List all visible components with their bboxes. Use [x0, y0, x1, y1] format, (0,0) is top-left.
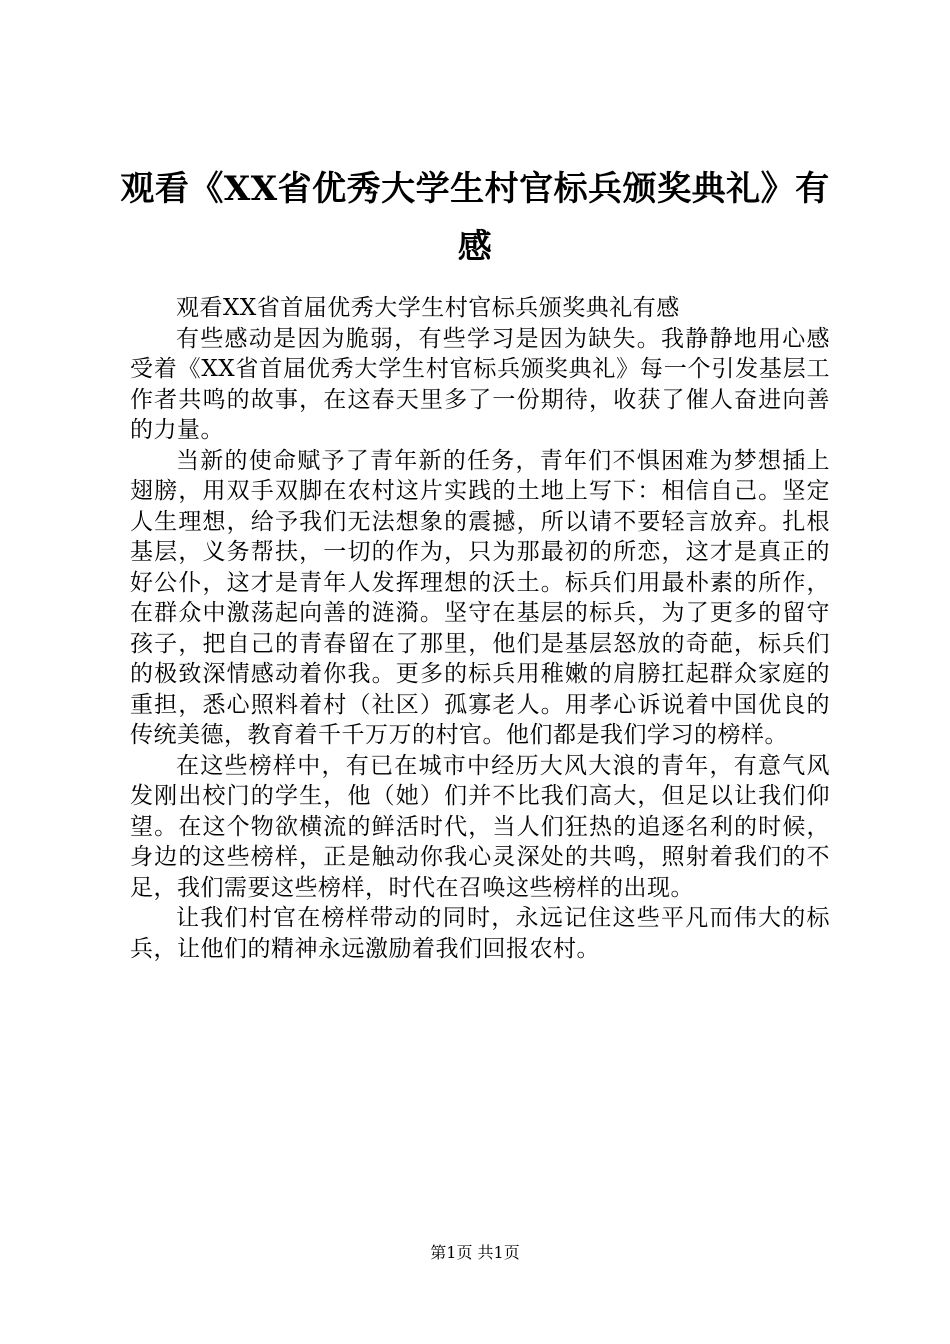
body-paragraph: 观看XX省首届优秀大学生村官标兵颁奖典礼有感	[176, 295, 680, 321]
document-title: 观看《XX省优秀大学生村官标兵颁奖典礼》有感	[120, 169, 830, 267]
page-footer: 第1页 共1页	[430, 1243, 520, 1262]
document-body	[130, 293, 830, 964]
body-paragraph: 当新的使命赋予了青年新的任务，青年们不惧困难为梦想插上翅膀，用双手双脚在农村这片实践的土地上写下：相信自己。坚定人生理想，给予我们无法想象的震撼，所以请不要轻言放弃。扎根基层，义务帮扶，一切的作为，只为那最初的所恋，这才是真正的好公仆，这才是青年人发挥理想的沃土。标兵们用最朴素的所作，在群众中激荡起向善的涟漪。坚守在基层的标兵，为了更多的留守孩子，把自己的青春留在了那里，他们是基层怒放的奇葩，标兵们的极致深情感动着你我。更多的标兵用稚嫩的肩膀扛起群众家庭的重担，悉心照料着村（社区）孤寡老人。用孝心诉说着中国优良的传统美德，教育着千千万万的村官。他们都是我们学习的榜样。	[130, 447, 830, 748]
body-paragraph: 有些感动是因为脆弱，有些学习是因为缺失。我静静地用心感受着《XX省首届优秀大学生村官标兵颁奖典礼》每一个引发基层工作者共鸣的故事，在这春天里多了一份期待，收获了催人奋进向善的力量。	[130, 325, 830, 443]
body-paragraph: 在这些榜样中，有已在城市中经历大风大浪的青年，有意气风发刚出校门的学生，他（她）们并不比我们高大，但足以让我们仰望。在这个物欲横流的鲜活时代，当人们狂热的追逐名利的时候，身边的这些榜样，正是触动你我心灵深处的共鸣，照射着我们的不足，我们需要这些榜样，时代在召唤这些榜样的出现。	[130, 752, 830, 901]
body-paragraph: 让我们村官在榜样带动的同时，永远记住这些平凡而伟大的标兵，让他们的精神永远激励着我们回报农村。	[130, 905, 830, 962]
